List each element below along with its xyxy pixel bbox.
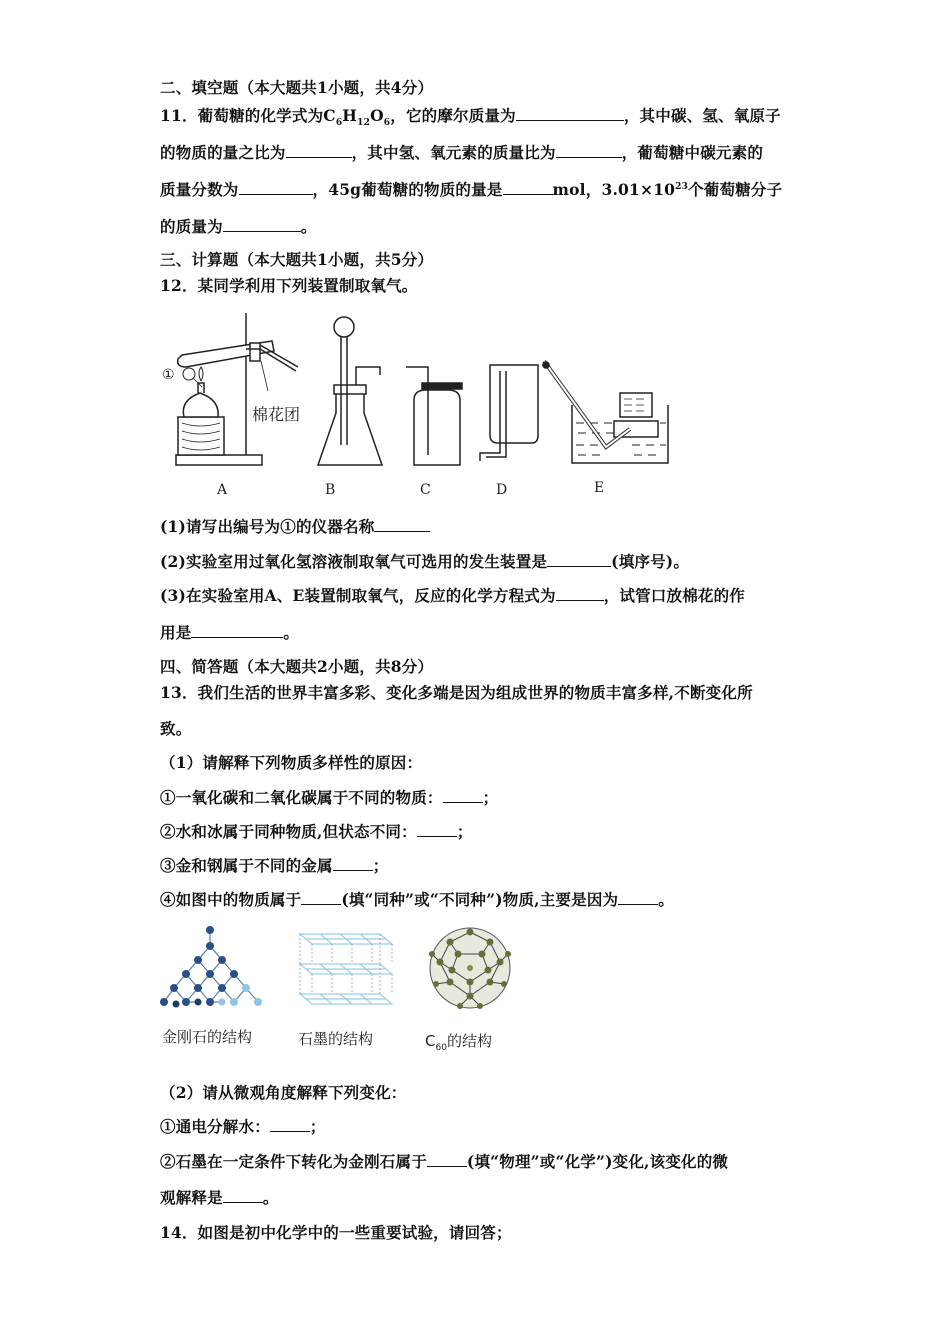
answer-blank[interactable] <box>223 1188 263 1203</box>
q14-stem: 14．如图是初中化学中的一些重要试验，请回答； <box>160 1223 512 1242</box>
answer-blank[interactable] <box>618 890 658 905</box>
answer-blank[interactable] <box>427 1152 467 1167</box>
q13-change-2-cont: 观解释是 。 <box>160 1188 279 1207</box>
answer-blank[interactable] <box>223 217 301 232</box>
q13-sub-2: （2）请从微观角度解释下列变化： <box>160 1083 407 1102</box>
answer-blank[interactable] <box>516 106 624 121</box>
answer-blank[interactable] <box>443 788 483 803</box>
q11-line-3: 质量分数为 ，45g葡萄糖的物质的量是 mol，$3.01\times 10^{23}$个葡萄糖分子 <box>160 180 783 199</box>
q13-stem-2: 致。 <box>160 719 192 738</box>
section-2-heading: 二、填空题（本大题共1小题，共4分） <box>160 78 434 97</box>
label-a: A <box>217 482 228 498</box>
caption-diamond: 金刚石的结构 <box>162 1028 253 1046</box>
apparatus-figure <box>160 305 680 505</box>
q12-part-3-cont: 用是 。 <box>160 623 300 642</box>
answer-blank[interactable] <box>547 552 611 567</box>
caption-graphite: 石墨的结构 <box>298 1030 374 1048</box>
answer-blank[interactable] <box>239 180 313 195</box>
q12-part-3: (3)在实验室用A、E装置制取氧气，反应的化学方程式为 ，试管口放棉花的作 <box>160 586 746 605</box>
answer-blank[interactable] <box>270 1117 310 1132</box>
gas-bottle <box>414 390 460 465</box>
graphite-structure <box>300 934 392 1004</box>
answer-blank[interactable] <box>374 517 430 532</box>
label-c: C <box>420 482 431 498</box>
section-3-heading: 三、计算题（本大题共1小题，共5分） <box>160 250 434 269</box>
label-cotton: 棉花团 <box>252 405 301 424</box>
label-circle-1: ① <box>162 367 175 383</box>
conical-flask <box>318 393 382 465</box>
q13-change-1: ①通电分解水： ； <box>160 1117 326 1136</box>
caption-c60: $C_{60}$的结构 <box>425 1032 492 1053</box>
q13-item-3: ③金和钢属于不同的金属 ； <box>160 856 389 875</box>
wood-block <box>178 417 224 455</box>
answer-blank[interactable] <box>503 180 553 195</box>
answer-blank[interactable] <box>286 143 352 158</box>
q13-item-2: ②水和冰属于同种物质,但状态不同： ； <box>160 822 473 841</box>
alcohol-lamp <box>183 393 218 417</box>
stand-base <box>176 455 262 465</box>
q12-part-1: (1)请写出编号为①的仪器名称 <box>160 515 430 537</box>
q13-item-1: ①一氧化碳和二氧化碳属于不同的物质： ； <box>160 788 499 807</box>
q11-line-4: 的质量为 。 <box>160 217 317 236</box>
section-4-heading: 四、简答题（本大题共2小题，共8分） <box>160 657 434 676</box>
q12-part-2: (2)实验室用过氧化氢溶液制取氧气可选用的发生装置是 (填序号)。 <box>160 552 690 571</box>
answer-blank[interactable] <box>417 822 457 837</box>
q13-change-2: ②石墨在一定条件下转化为金刚石属于 (填“物理”或“化学”)变化,该变化的微 <box>160 1152 729 1171</box>
q11-line-1: 11．葡萄糖的化学式为$C_6H_{12}O_6$，它的摩尔质量为 ，其中碳、氢、氧原子 <box>160 106 781 129</box>
answer-blank[interactable] <box>333 856 373 871</box>
c60-structure <box>429 928 511 1009</box>
label-e: E <box>594 480 605 496</box>
answer-blank[interactable] <box>191 623 283 638</box>
label-b: B <box>325 482 336 498</box>
inverted-bottle <box>490 365 538 443</box>
answer-blank[interactable] <box>301 890 341 905</box>
label-d: D <box>496 482 508 498</box>
q13-stem-1: 13．我们生活的世界丰富多彩、变化多端是因为组成世界的物质丰富多样,不断变化所 <box>160 683 753 702</box>
q13-item-4: ④如图中的物质属于 (填“同种”或“不同种”)物质,主要是因为 。 <box>160 890 674 909</box>
q13-sub-1: （1）请解释下列物质多样性的原因： <box>160 753 423 772</box>
q12-stem: 12．某同学利用下列装置制取氧气。 <box>160 276 418 295</box>
answer-blank[interactable] <box>556 143 622 158</box>
q11-line-2: 的物质的量之比为 ，其中氢、氧元素的质量比为 ，葡萄糖中碳元素的 <box>160 143 764 162</box>
carbon-structures-figure <box>160 920 540 1020</box>
answer-blank[interactable] <box>556 586 604 601</box>
